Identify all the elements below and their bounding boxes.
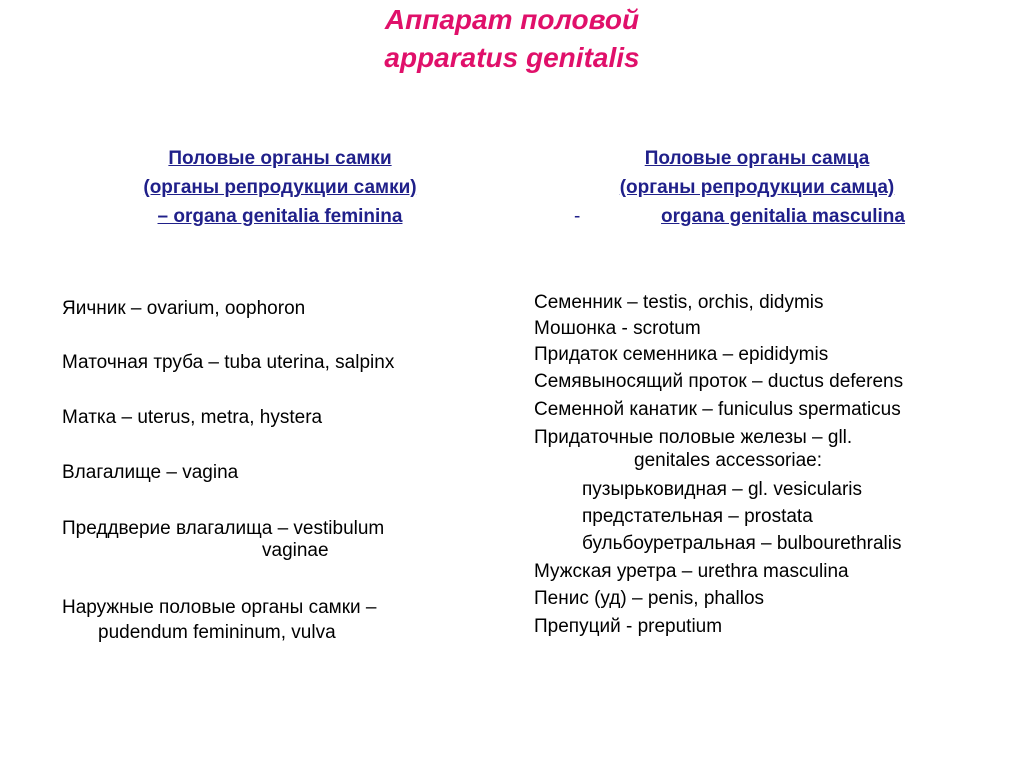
male-heading bbox=[542, 144, 972, 231]
female-heading-line-1: Половые органы самки bbox=[168, 148, 392, 169]
male-heading-line-3: organa genitalia masculina bbox=[661, 206, 905, 227]
female-item-vestibule: Преддверие влагалища – vestibulum bbox=[62, 518, 385, 539]
female-item-vagina: Влагалище – vagina bbox=[62, 462, 239, 483]
male-heading-dash: - bbox=[574, 206, 581, 227]
male-item-prostate: предстательная – prostata bbox=[582, 506, 813, 527]
female-item-external-organs-cont: pudendum femininum, vulva bbox=[98, 622, 336, 643]
male-item-testis: Семенник – testis, orchis, didymis bbox=[534, 292, 824, 313]
female-item-uterus: Матка – uterus, metra, hystera bbox=[62, 407, 323, 428]
slide-title-line-2: apparatus genitalis bbox=[384, 42, 640, 73]
male-item-accessory-glands-cont: genitales accessoriae: bbox=[634, 450, 822, 471]
male-heading-line-2: (органы репродукции самца) bbox=[619, 177, 895, 198]
female-heading-line-2: (органы репродукции самки) bbox=[143, 177, 417, 198]
male-item-scrotum: Мошонка - scrotum bbox=[534, 318, 701, 339]
male-item-urethra: Мужская уретра – urethra masculina bbox=[534, 561, 849, 582]
female-item-vestibule-cont: vaginae bbox=[262, 540, 329, 561]
male-item-ductus-deferens: Семявыносящий проток – ductus deferens bbox=[534, 371, 904, 392]
male-item-vesicular-gland: пузырьковидная – gl. vesicularis bbox=[582, 479, 863, 500]
female-item-uterine-tube: Маточная труба – tuba uterina, salpinx bbox=[62, 352, 395, 373]
female-heading bbox=[70, 144, 490, 231]
male-item-preputium: Препуций - preputium bbox=[534, 616, 723, 637]
male-item-epididymis: Придаток семенника – epididymis bbox=[534, 344, 829, 365]
female-heading-line-3: – organa genitalia feminina bbox=[157, 206, 403, 227]
female-item-ovary: Яичник – ovarium, oophoron bbox=[62, 298, 306, 319]
slide-title-line-1: Аппарат половой bbox=[384, 4, 640, 35]
male-item-penis: Пенис (уд) – penis, phallos bbox=[534, 588, 765, 609]
male-heading-line-1: Половые органы самца bbox=[644, 148, 870, 169]
male-item-accessory-glands: Придаточные половые железы – gll. bbox=[534, 427, 853, 448]
female-item-external-organs: Наружные половые органы самки – bbox=[62, 597, 377, 618]
male-item-spermatic-cord: Семенной канатик – funiculus spermaticus bbox=[534, 399, 901, 420]
male-item-bulbourethral-gland: бульбоуретральная – bulbourethralis bbox=[582, 533, 902, 554]
